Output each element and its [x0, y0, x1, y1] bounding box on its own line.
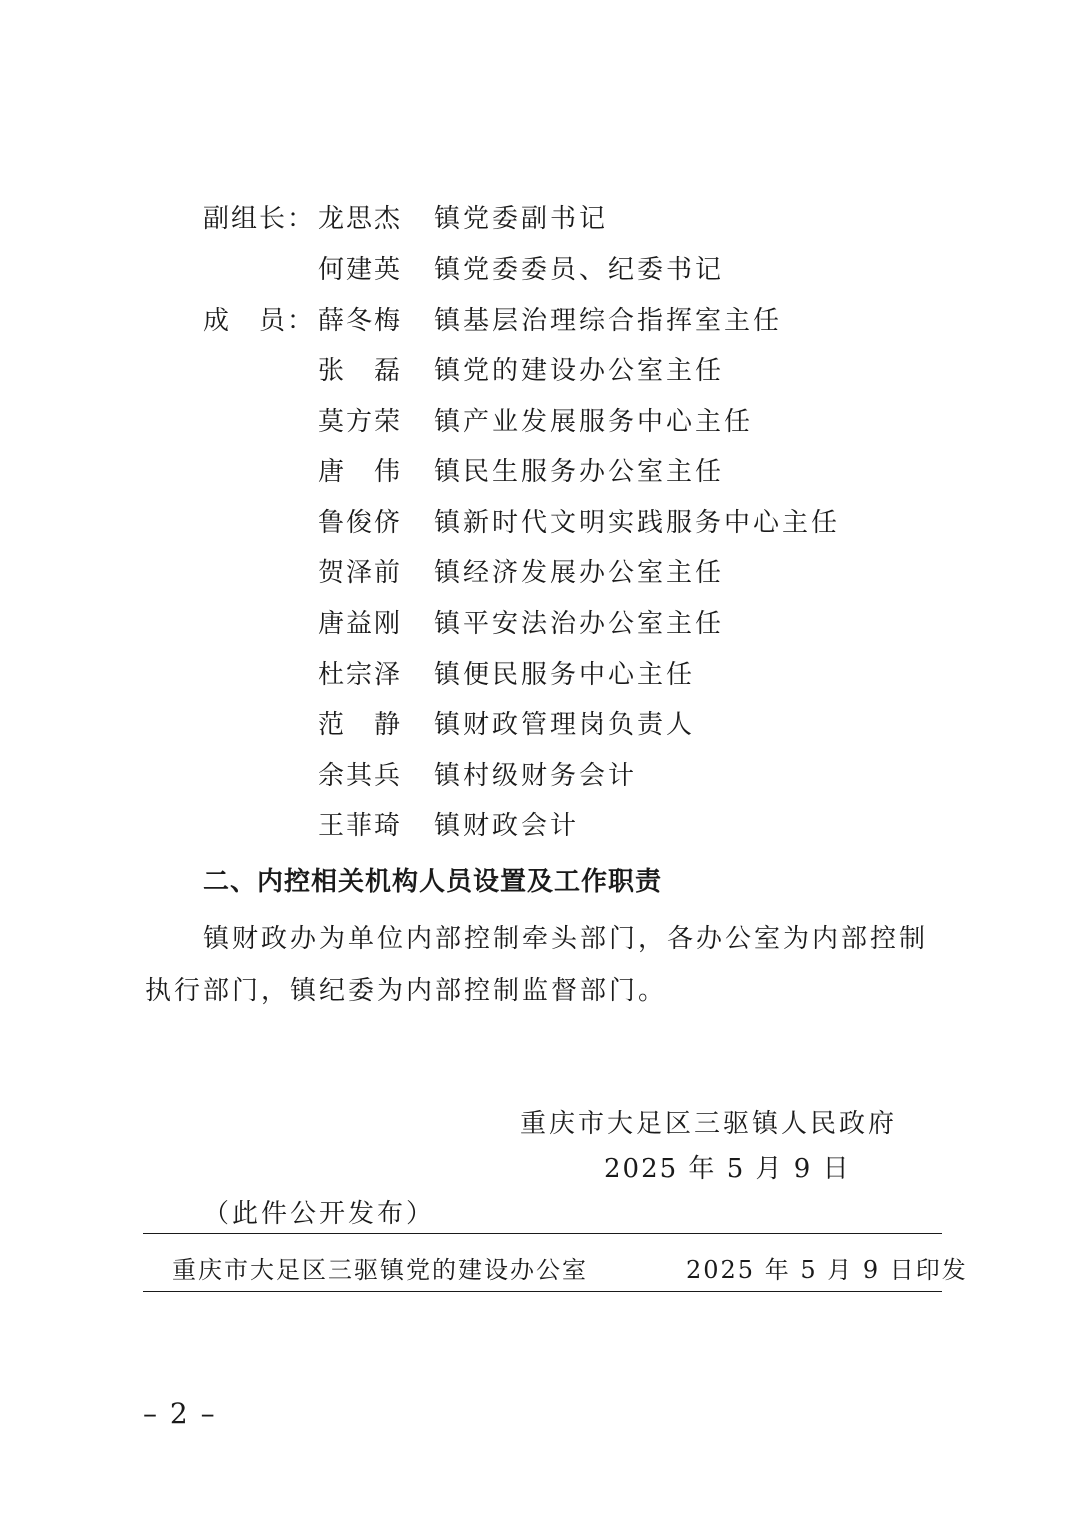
- footer-issuing-office: 重庆市大足区三驱镇党的建设办公室: [172, 1256, 588, 1284]
- member-name: 龙思杰: [318, 204, 403, 234]
- member-name: 薛冬梅: [318, 306, 403, 336]
- public-release-note: （此件公开发布）: [203, 1199, 436, 1229]
- member-name: 王菲琦: [318, 811, 403, 841]
- member-name: 唐 伟: [318, 457, 403, 487]
- member-name: 余其兵: [318, 761, 403, 791]
- member-title: 镇产业发展服务中心主任: [434, 407, 754, 437]
- member-name: 张 磊: [318, 356, 403, 386]
- page-number: – 2 –: [143, 1397, 217, 1430]
- member-title: 镇便民服务中心主任: [434, 660, 696, 690]
- member-title: 镇民生服务办公室主任: [434, 457, 725, 487]
- signature-organization: 重庆市大足区三驱镇人民政府: [520, 1109, 898, 1139]
- footer-bottom-rule: [143, 1291, 942, 1292]
- member-name: 何建英: [318, 255, 403, 285]
- section-heading: 二、内控相关机构人员设置及工作职责: [203, 867, 663, 897]
- section-paragraph: 镇财政办为单位内部控制牵头部门，各办公室为内部控制执行部门，镇纪委为内部控制监督部门。: [145, 924, 929, 1006]
- member-name: 贺泽前: [318, 558, 403, 588]
- member-title: 镇平安法治办公室主任: [434, 609, 725, 639]
- member-role: 成 员：: [203, 306, 316, 336]
- member-title: 镇经济发展办公室主任: [434, 558, 725, 588]
- footer-print-date: 2025 年 5 月 9 日印发: [686, 1256, 968, 1284]
- member-title: 镇新时代文明实践服务中心主任: [434, 508, 841, 538]
- member-title: 镇党的建设办公室主任: [434, 356, 725, 386]
- member-title: 镇党委委员、纪委书记: [434, 255, 725, 285]
- member-title: 镇村级财务会计: [434, 761, 638, 791]
- member-role: 副组长：: [203, 204, 316, 234]
- member-title: 镇财政管理岗负责人: [434, 710, 696, 740]
- member-name: 唐益刚: [318, 609, 403, 639]
- signature-date: 2025 年 5 月 9 日: [604, 1154, 851, 1184]
- member-title: 镇党委副书记: [434, 204, 609, 234]
- member-title: 镇基层治理综合指挥室主任: [434, 306, 783, 336]
- member-name: 杜宗泽: [318, 660, 403, 690]
- member-name: 范 静: [318, 710, 403, 740]
- member-title: 镇财政会计: [434, 811, 580, 841]
- footer-top-rule: [143, 1233, 942, 1234]
- member-name: 鲁俊侪: [318, 508, 403, 538]
- member-name: 莫方荣: [318, 407, 403, 437]
